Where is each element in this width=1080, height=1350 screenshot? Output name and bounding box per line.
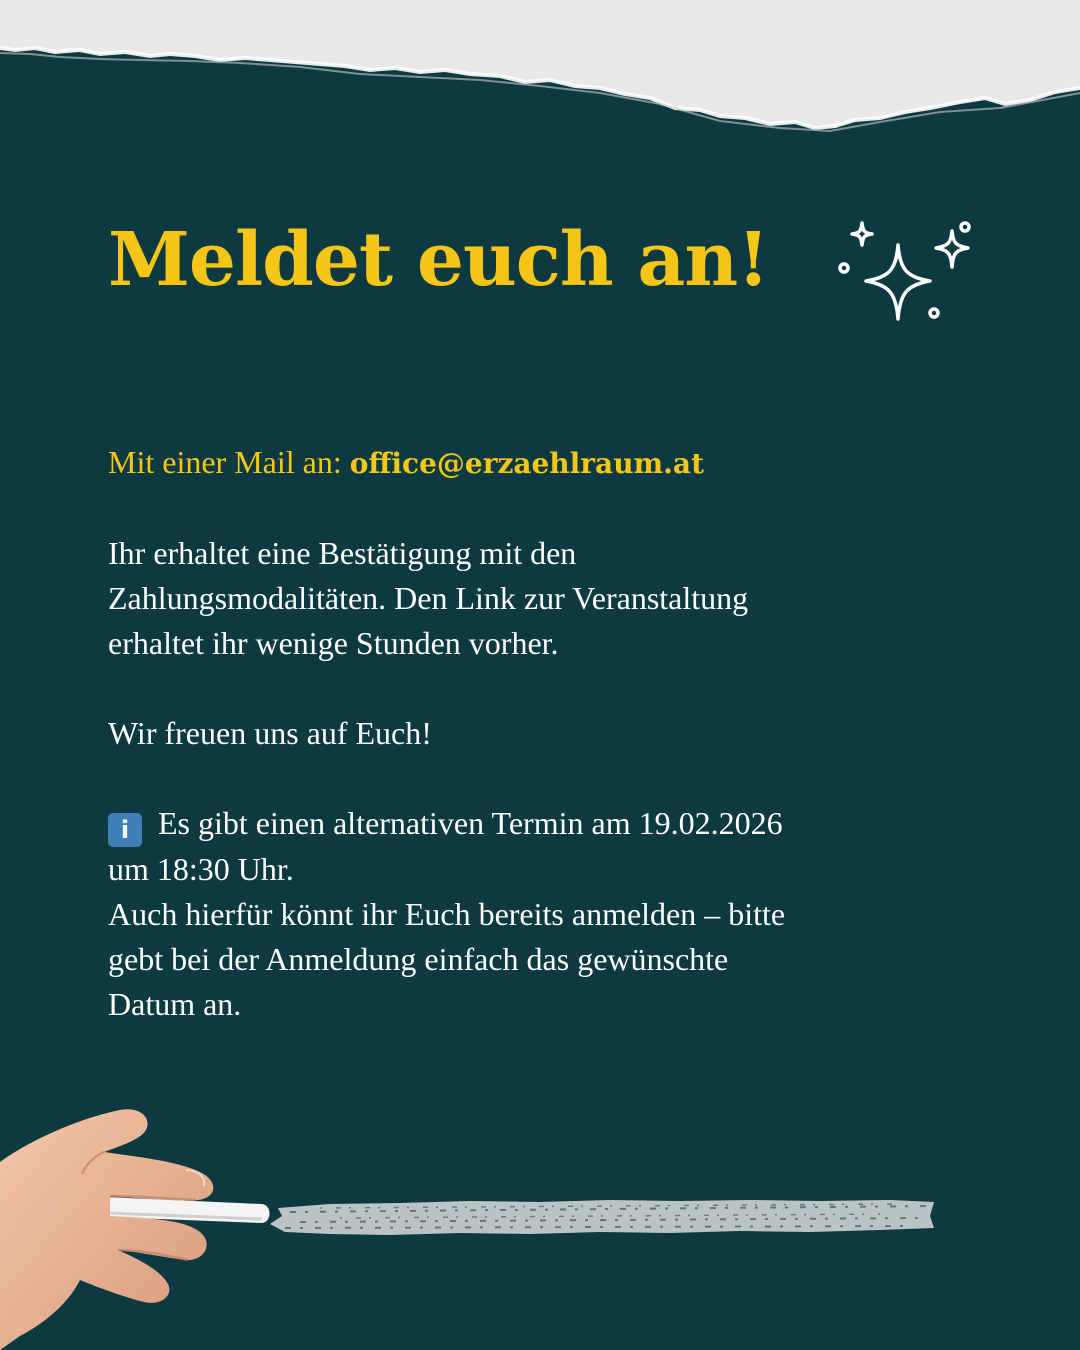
mail-address[interactable]: office@erzaehlraum.at: [349, 447, 704, 480]
confirmation-text: [108, 531, 988, 666]
info-text: [108, 801, 988, 1027]
torn-paper-edge: [0, 0, 1080, 140]
info-line: Auch hierfür könnt ihr Euch bereits anmelden – bitte: [108, 896, 786, 932]
hand: [0, 1109, 213, 1350]
chalk-illustration: [0, 1100, 1080, 1350]
mail-prefix: Mit einer Mail an:: [108, 444, 350, 480]
info-line: um 18:30 Uhr.: [108, 851, 294, 887]
chalk-stroke: [270, 1200, 934, 1235]
mail-line: [108, 440, 988, 486]
info-line: Es gibt einen alternativen Termin am 19.02.2026: [158, 805, 783, 841]
info-line: gebt bei der Anmeldung einfach das gewünschte: [108, 941, 729, 977]
page-title: Meldet euch an!: [108, 217, 769, 303]
confirmation-line: Ihr erhaltet eine Bestätigung mit den: [108, 535, 577, 571]
confirmation-line: erhaltet ihr wenige Stunden vorher.: [108, 625, 559, 661]
confirmation-line: Zahlungsmodalitäten. Den Link zur Veranstaltung: [108, 580, 749, 616]
sparkles-icon: [832, 215, 977, 330]
info-line: Datum an.: [108, 986, 242, 1022]
info-icon: i: [108, 813, 142, 847]
greeting-text: Wir freuen uns auf Euch!: [108, 715, 432, 751]
content-body: [108, 440, 988, 1027]
